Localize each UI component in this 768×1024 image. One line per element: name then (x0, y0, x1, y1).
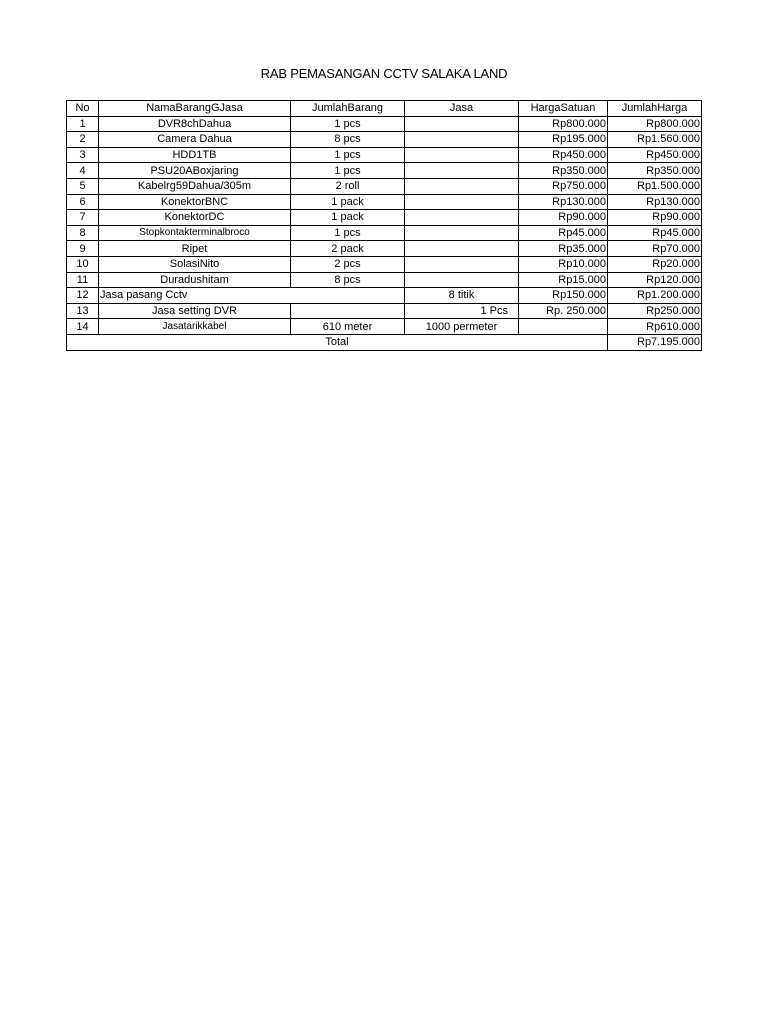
cell-unit-price: Rp35.000 (519, 241, 608, 257)
cell-jasa (405, 194, 519, 210)
header-unit-price: HargaSatuan (519, 101, 608, 117)
cell-no: 1 (67, 116, 99, 132)
cell-no: 14 (67, 319, 99, 335)
table-row (67, 272, 702, 288)
cell-jasa (405, 256, 519, 272)
cell-no: 6 (67, 194, 99, 210)
cell-unit-price: Rp130.000 (519, 194, 608, 210)
table-header-row (67, 101, 702, 117)
cell-unit-price (519, 319, 608, 335)
cell-total: Rp120.000 (608, 272, 702, 288)
budget-table (66, 100, 702, 351)
cell-total: Rp450.000 (608, 147, 702, 163)
cell-qty: 8 pcs (291, 132, 405, 148)
cell-unit-price: Rp450.000 (519, 147, 608, 163)
cell-unit-price: Rp. 250.000 (519, 303, 608, 319)
cell-qty: 1 pcs (291, 225, 405, 241)
cell-qty: 1 pack (291, 210, 405, 226)
cell-jasa: 8 titik (405, 288, 519, 304)
cell-qty: 2 pcs (291, 256, 405, 272)
cell-name: Kabelrg59Dahua/305m (99, 178, 291, 194)
cell-no: 8 (67, 225, 99, 241)
cell-unit-price: Rp195.000 (519, 132, 608, 148)
table-row (67, 194, 702, 210)
cell-unit-price: Rp350.000 (519, 163, 608, 179)
header-jasa: Jasa (405, 101, 519, 117)
cell-name: KonektorBNC (99, 194, 291, 210)
cell-qty: 1 pcs (291, 116, 405, 132)
table-row (67, 303, 702, 319)
cell-total: Rp610.000 (608, 319, 702, 335)
table-row (67, 163, 702, 179)
total-label: Total (67, 334, 608, 350)
table-row (67, 319, 702, 335)
cell-name: Ripet (99, 241, 291, 257)
header-name: NamaBarangGJasa (99, 101, 291, 117)
cell-total: Rp45.000 (608, 225, 702, 241)
cell-no: 4 (67, 163, 99, 179)
cell-jasa (405, 116, 519, 132)
cell-jasa (405, 132, 519, 148)
cell-qty: 8 pcs (291, 272, 405, 288)
cell-no: 9 (67, 241, 99, 257)
table-row (67, 241, 702, 257)
cell-no: 5 (67, 178, 99, 194)
cell-qty (291, 303, 405, 319)
cell-total: Rp20.000 (608, 256, 702, 272)
cell-total: Rp1.500.000 (608, 178, 702, 194)
cell-total: Rp350.000 (608, 163, 702, 179)
cell-unit-price: Rp800.000 (519, 116, 608, 132)
cell-name: Jasatarikkabel (99, 319, 291, 335)
table-row (67, 256, 702, 272)
cell-jasa (405, 210, 519, 226)
cell-no: 7 (67, 210, 99, 226)
table-total-row (67, 334, 702, 350)
table-row (67, 288, 702, 304)
cell-no: 12 (67, 288, 99, 304)
header-total: JumlahHarga (608, 101, 702, 117)
cell-name: Jasa pasang Cctv (99, 288, 405, 304)
total-value: Rp7.195.000 (608, 334, 702, 350)
cell-jasa (405, 147, 519, 163)
document-title: RAB PEMASANGAN CCTV SALAKA LAND (260, 66, 508, 81)
cell-unit-price: Rp150.000 (519, 288, 608, 304)
cell-jasa: 1 Pcs (405, 303, 519, 319)
cell-name: Jasa setting DVR (99, 303, 291, 319)
cell-name: PSU20ABoxjaring (99, 163, 291, 179)
cell-total: Rp130.000 (608, 194, 702, 210)
cell-total: Rp250.000 (608, 303, 702, 319)
cell-name: Camera Dahua (99, 132, 291, 148)
cell-name: SolasiNito (99, 256, 291, 272)
cell-jasa (405, 178, 519, 194)
cell-total: Rp70.000 (608, 241, 702, 257)
cell-unit-price: Rp45.000 (519, 225, 608, 241)
cell-qty: 610 meter (291, 319, 405, 335)
cell-total: Rp800.000 (608, 116, 702, 132)
cell-qty: 1 pack (291, 194, 405, 210)
table-row (67, 116, 702, 132)
cell-jasa (405, 163, 519, 179)
table-row (67, 225, 702, 241)
cell-total: Rp1.200.000 (608, 288, 702, 304)
cell-no: 11 (67, 272, 99, 288)
cell-no: 3 (67, 147, 99, 163)
header-qty: JumlahBarang (291, 101, 405, 117)
header-no: No (67, 101, 99, 117)
cell-name: KonektorDC (99, 210, 291, 226)
cell-name: DVR8chDahua (99, 116, 291, 132)
cell-unit-price: Rp90.000 (519, 210, 608, 226)
cell-jasa (405, 272, 519, 288)
cell-no: 13 (67, 303, 99, 319)
cell-jasa (405, 225, 519, 241)
cell-jasa (405, 241, 519, 257)
table-row (67, 210, 702, 226)
cell-qty: 2 roll (291, 178, 405, 194)
cell-name: Duradushitam (99, 272, 291, 288)
cell-unit-price: Rp10.000 (519, 256, 608, 272)
table-row (67, 132, 702, 148)
cell-name: Stopkontakterminalbroco (99, 225, 291, 241)
cell-qty: 1 pcs (291, 163, 405, 179)
cell-no: 2 (67, 132, 99, 148)
table-row (67, 178, 702, 194)
cell-total: Rp90.000 (608, 210, 702, 226)
cell-total: Rp1.560.000 (608, 132, 702, 148)
cell-name: HDD1TB (99, 147, 291, 163)
table-row (67, 147, 702, 163)
cell-no: 10 (67, 256, 99, 272)
cell-qty: 1 pcs (291, 147, 405, 163)
cell-jasa: 1000 permeter (405, 319, 519, 335)
cell-unit-price: Rp15.000 (519, 272, 608, 288)
cell-unit-price: Rp750.000 (519, 178, 608, 194)
cell-qty: 2 pack (291, 241, 405, 257)
